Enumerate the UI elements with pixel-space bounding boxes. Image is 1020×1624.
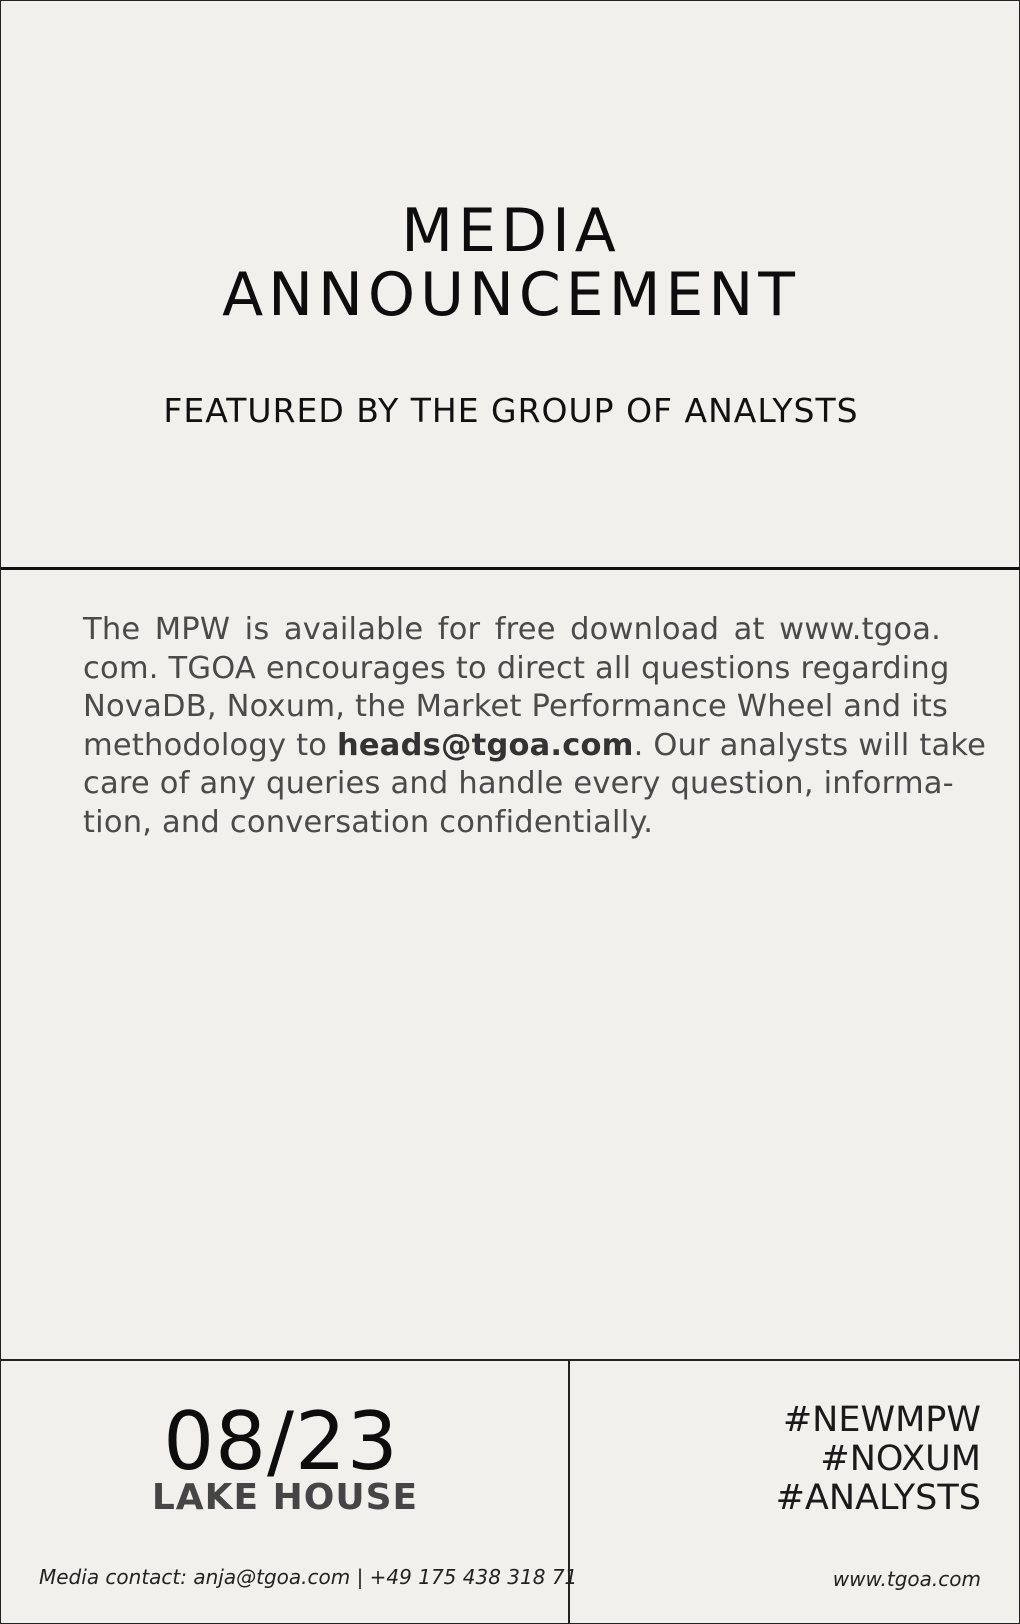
body-line-3: NovaDB, Noxum, the Market Performance Wheel and its <box>83 689 949 724</box>
title-line-announcement: ANNOUNCEMENT <box>222 260 800 330</box>
page-title <box>1 196 1020 330</box>
hashtag-newmpw: #NEWMPW <box>782 1400 981 1440</box>
body-paragraph <box>83 611 987 842</box>
contact-email-link[interactable]: heads@tgoa.com <box>337 727 634 763</box>
hashtag-list <box>776 1401 981 1518</box>
body-line-4-suffix: . Our analysts will take <box>633 727 987 763</box>
website-link[interactable]: www.tgoa.com <box>832 1567 981 1591</box>
body-line-1: The MPW is available for free download at www.tgoa. <box>83 612 941 647</box>
hashtag-noxum: #NOXUM <box>820 1439 981 1479</box>
body-line-2: com. TGOA encourages to direct all questions regarding <box>83 650 950 686</box>
section-divider <box>1 567 1020 570</box>
hashtag-analysts: #ANALYSTS <box>775 1478 981 1518</box>
title-line-media: MEDIA <box>401 196 621 266</box>
media-contact: Media contact: anja@tgoa.com | +49 175 438 318 71 <box>39 1565 578 1589</box>
header-section <box>1 1 1020 569</box>
body-line-4 <box>83 727 987 766</box>
event-venue: LAKE HOUSE <box>151 1477 419 1518</box>
event-date: 08/23 <box>163 1395 399 1488</box>
body-line-4-prefix: methodology to <box>83 727 337 763</box>
subtitle: FEATURED BY THE GROUP OF ANALYSTS <box>163 391 859 430</box>
body-line-5: care of any queries and handle every question, informa- <box>83 766 954 801</box>
footer-divider <box>1 1359 1020 1361</box>
body-line-6: tion, and conversation confidentially. <box>83 804 654 840</box>
